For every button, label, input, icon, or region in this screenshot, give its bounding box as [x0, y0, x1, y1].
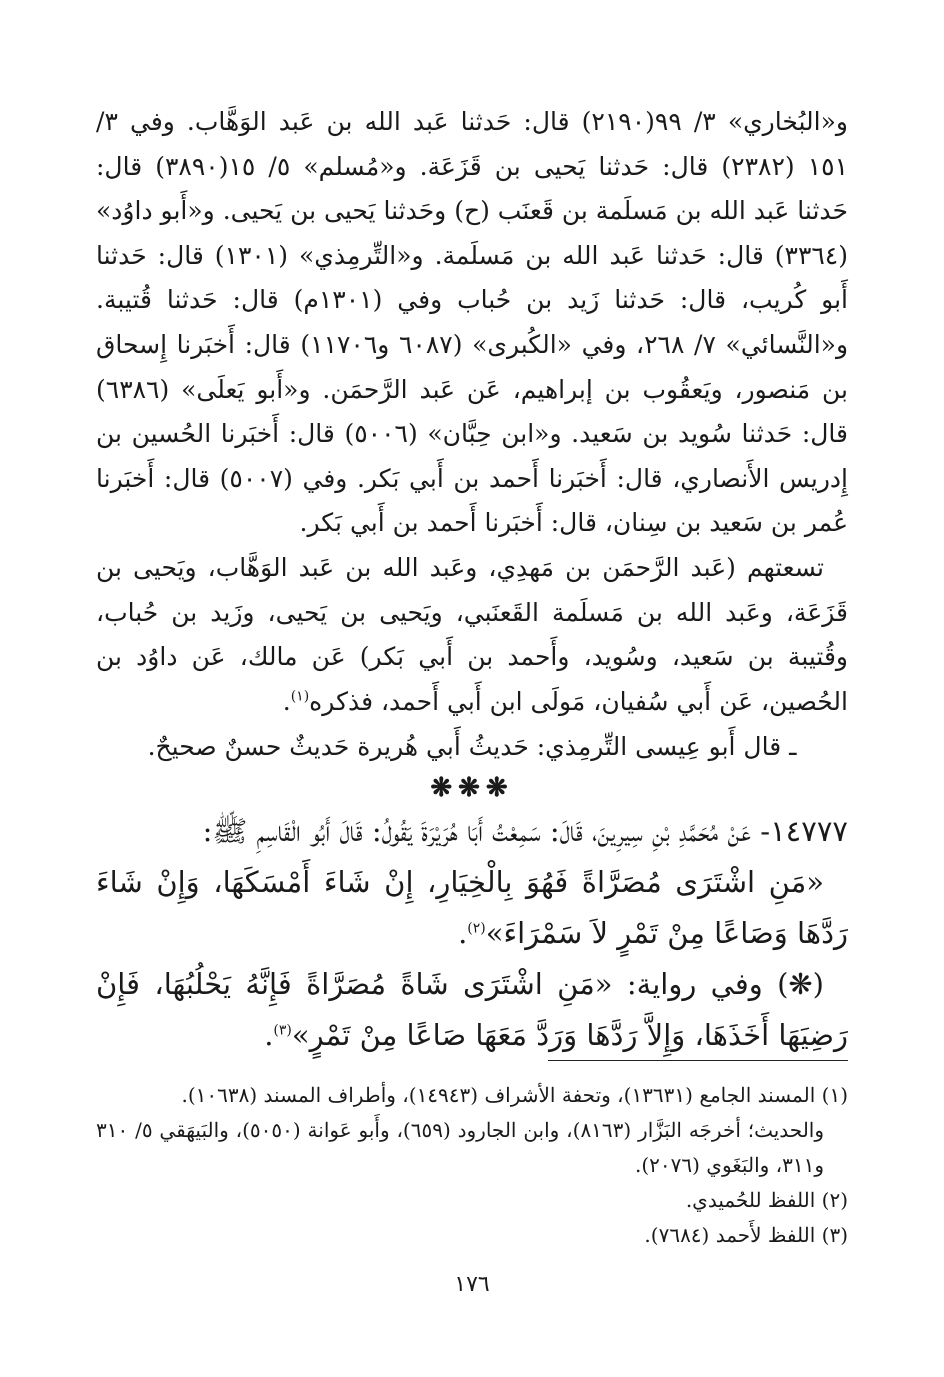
- hadith-riwaya: [96, 959, 848, 1061]
- page-number: ١٧٦: [454, 1272, 490, 1297]
- footnote-3: (٣) اللفظ لأَحمد (٧٦٨٤).: [644, 1223, 848, 1247]
- hadith-matn: «مَنِ اشْتَرَى مُصَرَّاةً فَهُوَ بِالْخِيَارِ، إِنْ شَاءَ أَمْسَكَهَا، وَإِنْ شَاءَ رَدَّهَا وَصَاعًا مِنْ تَمْرٍ لاَ سَمْرَاءَ»: [96, 865, 848, 951]
- hadith-matn-end: .: [458, 916, 468, 951]
- footnote-1-continuation: والحديث؛ أخرجَه البَزَّار (٨١٦٣)، وابن الجارود (٦٥٩)، وأَبو عَوانة (٥٠٥٠)، والبَيهَقي ٥/ ٣١٠ و٣١١، والبَغَوي (٢٠٧٦).: [96, 1118, 825, 1177]
- footnote-ref-3[interactable]: (٣): [273, 1022, 292, 1039]
- narrators-paragraph: [96, 546, 848, 724]
- footnote-2: (٢) اللفظ للحُميدي.: [685, 1188, 848, 1212]
- section-divider: ❋❋❋: [430, 773, 514, 804]
- hadith-text: [96, 857, 848, 959]
- narrators-end: .: [282, 686, 291, 716]
- footnote-1: (١) المسند الجامع (١٣٦٣١)، وتحفة الأشراف (١٤٩٤٣)، وأطراف المسند (١٠٦٣٨).: [181, 1083, 848, 1107]
- footnote-separator: [548, 1060, 848, 1061]
- hadith-intro: ١٤٧٧٧- عَنْ مُحَمَّدِ بْنِ سِيرِينَ، قَالَ: سَمِعْتُ أَبَا هُرَيْرَةَ يَقُولُ: قَالَ أَبُو الْقَاسِمِ ﷺ:: [202, 814, 848, 849]
- riwaya-end: .: [264, 1018, 274, 1053]
- page-body: [96, 100, 848, 1061]
- narrators-text: تسعتهم (عَبد الرَّحمَن بن مَهدِي، وعَبد الله بن عَبد الوَهَّاب، ويَحيى بن قَزَعَة، وعَبد الله بن مَسلَمة القَعنَبي، ويَحيى بن يَحيى، وزَيد بن حُباب، وقُتيبة بن سَعيد، وسُويد، وأَحمد بن أَبي بَكر) عَن مالك، عَن داوُد بن الحُصين، عَن أَبي سُفيان، مَولَى ابن أَبي أَحمد، فذكره: [96, 552, 848, 716]
- footnotes: [96, 1078, 848, 1253]
- footnote-ref-2[interactable]: (٢): [467, 920, 486, 937]
- sources-paragraph: و«البُخاري» ٣/ ٩٩(٢١٩٠) قال: حَدثنا عَبد الله بن عَبد الوَهَّاب. وفي ٣/ ١٥١ (٢٣٨٢) قال: حَدثنا يَحيى بن قَزَعَة. و«مُسلم» ٥/ ١٥(٣٨٩٠) قال: حَدثنا عَبد الله بن مَسلَمة بن قَعنَب (ح) وحَدثنا يَحيى بن يَحيى. و«أَبو داوُد» (٣٣٦٤) قال: حَدثنا عَبد الله بن مَسلَمة. و«التِّرمِذي» (١٣٠١) قال: حَدثنا أَبو كُريب، قال: حَدثنا زَيد بن حُباب وفي (١٣٠١م) قال: حَدثنا قُتيبة. و«النَّسائي» ٧/ ٢٦٨، وفي «الكُبرى» (٦٠٨٧ و١١٧٠٦) قال: أَخبَرنا إِسحاق بن مَنصور، ويَعقُوب بن إبراهيم، عَن عَبد الرَّحمَن. و«أَبو يَعلَى» (٦٣٨٦) قال: حَدثنا سُويد بن سَعيد. و«ابن حِبَّان» (٥٠٠٦) قال: أَخبَرنا الحُسين بن إِدريس الأَنصاري، قال: أَخبَرنا أَحمد بن أَبي بَكر. وفي (٥٠٠٧) قال: أَخبَرنا عُمر بن سَعيد بن سِنان، قال: أَخبَرنا أَحمد بن أَبي بَكر.: [96, 107, 849, 538]
- footnote-ref-1[interactable]: (١): [290, 688, 310, 705]
- tirmidhi-grading: ـ قال أَبو عِيسى التِّرمِذي: حَديثُ أَبي هُريرة حَديثٌ حسنٌ صحيحٌ.: [147, 732, 797, 762]
- riwaya-text: (❋) وفي رواية: «مَنِ اشْتَرَى شَاةً مُصَرَّاةً فَإِنَّهُ يَحْلُبُهَا، فَإِنْ رَضِيَهَا أَخَذَهَا، وَإِلاَّ رَدَّهَا وَرَدَّ مَعَهَا صَاعًا مِنْ تَمْرٍ»: [96, 967, 848, 1053]
